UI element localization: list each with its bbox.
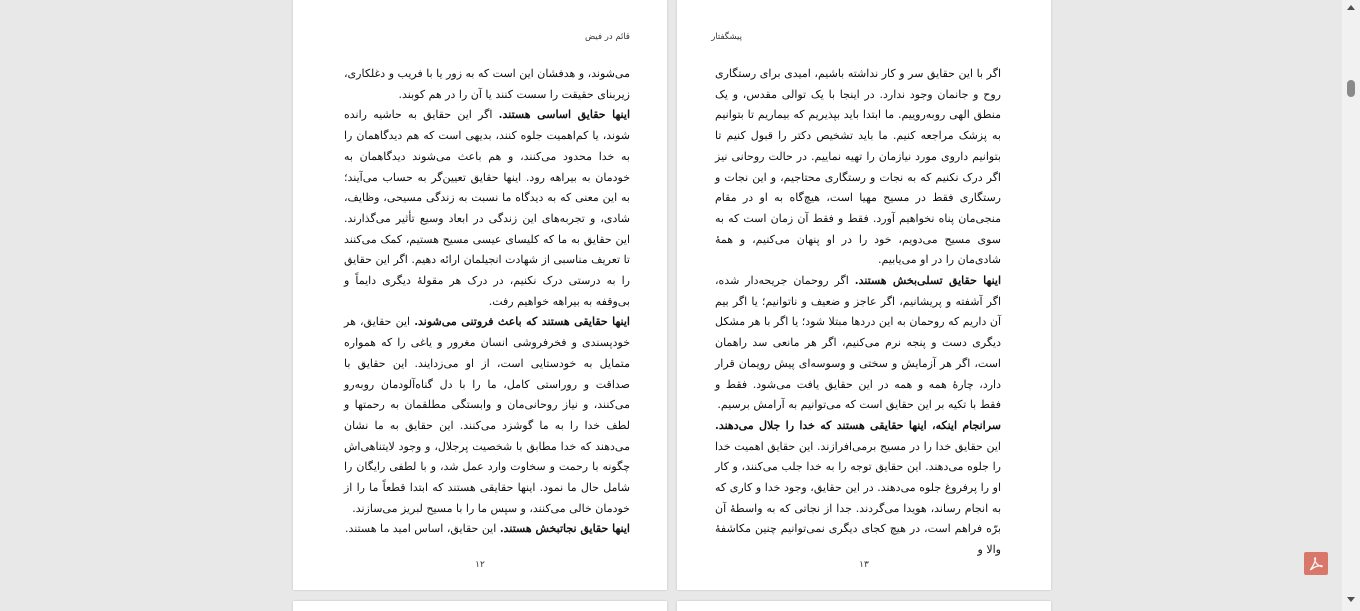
next-page-right [677, 601, 1051, 611]
paragraph [344, 519, 630, 540]
paragraph-text: اگر با این حقایق سر و کار نداشته باشیم، امیدی برای رستگاری روح و جانمان وجود ندارد. در اینجا با یک توالی مقدس، و یک منطق الهی روبه‌روییم. ما ابتدا باید بپذیریم که بیماریم تا بتوانیم به پزشک مراجعه کنیم. ما باید تشخیص دکتر را قبول کنیم تا بتوانیم داروی مورد نیازمان را تهیه نماییم. در حالت روحانی نیز اگر درک نکنیم که به نجات و رستگاری محتاجیم، و این نجات و رستگاری فقط در مسیح مهیا است، هیچ‌گاه به او در مقام منجی‌مان پناه نخواهیم آورد. فقط و فقط آن زمان است که به سوی مسیح می‌دویم، خود را در او پنهان می‌کنیم، و همهٔ شادی‌مان را در او می‌یابیم. [715, 67, 1001, 267]
paragraph-text: این حقایق، اساس امید ما هستند. [344, 522, 500, 536]
page-number-right: ۱۳ [859, 560, 869, 570]
paragraph [344, 64, 630, 105]
paragraph-lead: اینها حقایق نجاتبخش هستند. [499, 522, 630, 536]
paragraph-text: اگر روحمان جریحه‌دار شده، اگر آشفته و پریشانیم، اگر عاجز و ضعیف و ناتوانیم؛ یا اگر بیم آن داریم که روحمان به این دردها مبتلا شود؛ یا اگر با هر مشکل دیگری دست و پنجه نرم می‌کنیم، اگر هر مانعی سد راهمان است، اگر هر آزمایش و سختی و وسوسه‌ای پیش رویمان قرار دارد، چارهٔ همه و همه در این حقایق یافت می‌شود. فقط و فقط با تکیه بر این حقایق است که می‌توانیم به آرامش برسیم. [715, 274, 1001, 412]
paragraph [344, 312, 630, 519]
paragraph-text: این حقایق، هر خودپسندی و فخرفروشی انسان مغرور و یاغی را که همواره متمایل به خودستایی است، از او می‌زدایند. این حقایق با صداقت و روراستی کامل، ما را با دل گناه‌آلودمان روبه‌رو می‌کنند، و نیاز روحانی‌مان و وابستگی مطلقمان به رحمتها و لطف خدا را به ما گوشزد می‌کنند. این حقایق به ما نشان می‌دهند که خدا مطابق با شخصیت پرجلال، و وجود لایتناهی‌اش چگونه با رحمت و سخاوت وارد عمل شد، و با لطفی رایگان را شامل حال ما نمود. اینها حقایقی هستند که ابتدا قطعاً ما را از خودمان خالی می‌کنند، و سپس ما را با مسیح لبریز می‌سازند. [344, 315, 630, 515]
paragraph [715, 416, 1001, 561]
paragraph-lead: اینها حقایقی هستند که باعث فروتنی می‌شوند. [414, 315, 630, 329]
vertical-scrollbar[interactable] [1342, 0, 1360, 611]
paragraph [715, 64, 1001, 271]
paragraph-text: این حقایق خدا را در مسیح برمی‌افرازند. این حقایق اهمیت خدا را جلوه می‌دهند. این حقایق توجه را به خدا جلب می‌کنند، و کار او را پرفروغ جلوه می‌دهند. در این حقایق، وجود خدا و کاری که به انجام رساند، هویدا می‌گردند. جدا از نجاتی که به واسطهٔ آن برّه فراهم است، در هیچ کجای دیگری نمی‌توانیم چنین مکاشفهٔ والا و [715, 439, 1001, 557]
running-header-right: پیشگفتار [711, 32, 742, 42]
scroll-up-arrow-icon[interactable] [1342, 0, 1360, 14]
scrollbar-thumb[interactable] [1347, 80, 1355, 97]
paragraph [344, 105, 630, 312]
paragraph-text: می‌شوند، و هدفشان این است که به زور یا با فریب و دغلکاری، زیربنای حقیقت را سست کنند یا آن را در هم کوبند. [344, 67, 630, 101]
page-number-left: ۱۲ [475, 560, 485, 570]
pdf-download-button[interactable] [1304, 552, 1328, 575]
paragraph-lead: اینها حقایق تسلی‌بخش هستند. [854, 274, 1002, 288]
paragraph-text: اگر این حقایق به حاشیه رانده شوند، یا کم‌اهمیت جلوه کنند، بدیهی است که هم دیدگاهمان را به خدا محدود می‌کنند، و هم باعث می‌شوند دیدگاهمان به خودمان به بیراهه رود. اینها حقایق تعیین‌گر به حساب می‌آیند؛ به این معنی که به دیدگاه ما نسبت به زندگی مسیحی، وظایف، شادی، و تجربه‌های این زندگی در ابعاد وسیع تأثیر می‌گذارند. این حقایق به ما که کلیسای عیسی مسیح هستیم، کمک می‌کنند تا تعریف مناسبی از شهادت انجیلمان ارائه دهیم. اگر این حقایق را به درستی درک نکنیم، در درک هر مقولهٔ دیگری دایماً و بی‌وقفه به بیراهه خواهیم رفت. [344, 108, 630, 308]
next-page-left [293, 601, 667, 611]
paragraph-lead: سرانجام اینکه، اینها حقایقی هستند که خدا را جلال می‌دهند. [715, 418, 1001, 432]
page-12 [293, 0, 667, 590]
paragraph [715, 271, 1001, 416]
page-body-left [344, 64, 630, 540]
paragraph-lead: اینها حقایق اساسی هستند. [498, 108, 630, 122]
scroll-down-arrow-icon[interactable] [1342, 593, 1360, 607]
pdf-icon [1308, 556, 1324, 572]
page-body-right [715, 64, 1001, 561]
page-13 [677, 0, 1051, 590]
running-header-left: قائم در فیض [584, 32, 630, 42]
